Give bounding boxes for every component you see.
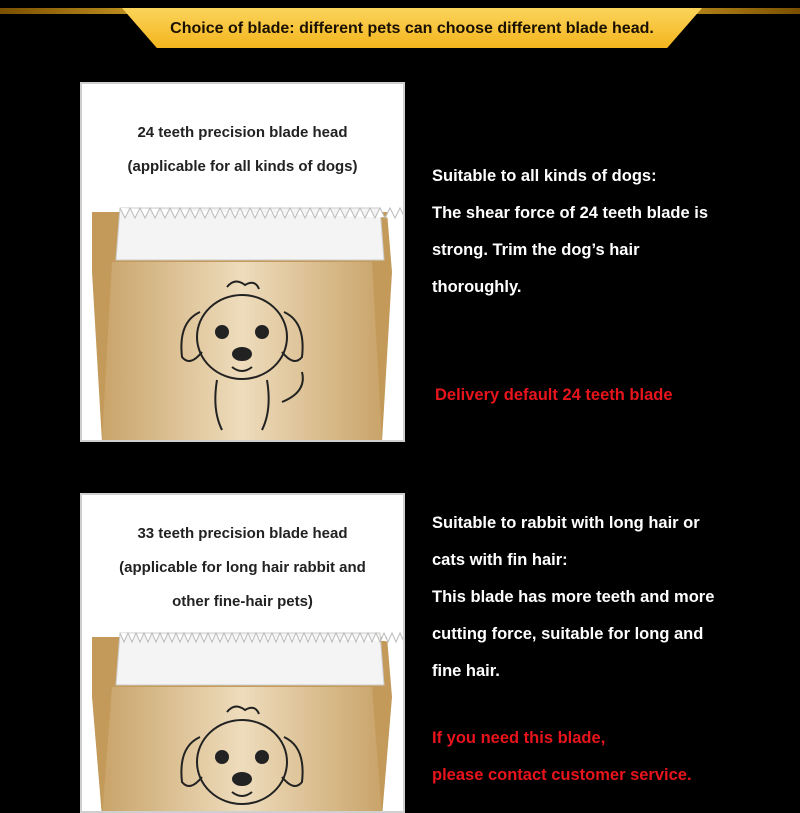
blade-24-desc-line: Suitable to all kinds of dogs: (432, 167, 657, 185)
banner-title: Choice of blade: different pets can choose different blade head. (170, 20, 654, 37)
blade-24-desc-line: thoroughly. (432, 278, 522, 296)
clipper-blade-icon (82, 202, 403, 442)
blade-33-desc-line: cutting force, suitable for long and (432, 625, 704, 643)
blade-33-description (432, 505, 714, 690)
blade-33-subtitle-line2: other fine-hair pets) (172, 593, 313, 610)
blade-33-title: 33 teeth precision blade head (137, 525, 348, 542)
blade-33-desc-line: fine hair. (432, 662, 500, 680)
blade-24-title: 24 teeth precision blade head (137, 124, 348, 141)
blade-24-default-note: Delivery default 24 teeth blade (435, 386, 673, 404)
blade-33-contact-note (432, 720, 692, 794)
blade-33-subtitle-line1: (applicable for long hair rabbit and (119, 559, 366, 576)
contact-note-line: If you need this blade, (432, 729, 606, 747)
clipper-blade-icon (82, 627, 403, 813)
header-banner (0, 0, 800, 55)
blade-33-desc-line: This blade has more teeth and more (432, 588, 715, 606)
blade-24-description (432, 158, 708, 306)
blade-24-desc-line: The shear force of 24 teeth blade is (432, 204, 709, 222)
blade-24-card (80, 82, 405, 442)
contact-note-line: please contact customer service. (432, 766, 692, 784)
blade-33-desc-line: cats with fin hair: (432, 551, 568, 569)
blade-24-desc-line: strong. Trim the dog’s hair (432, 241, 640, 259)
blade-33-desc-line: Suitable to rabbit with long hair or (432, 514, 700, 532)
blade-24-subtitle: (applicable for all kinds of dogs) (127, 158, 358, 175)
blade-33-card (80, 493, 405, 813)
